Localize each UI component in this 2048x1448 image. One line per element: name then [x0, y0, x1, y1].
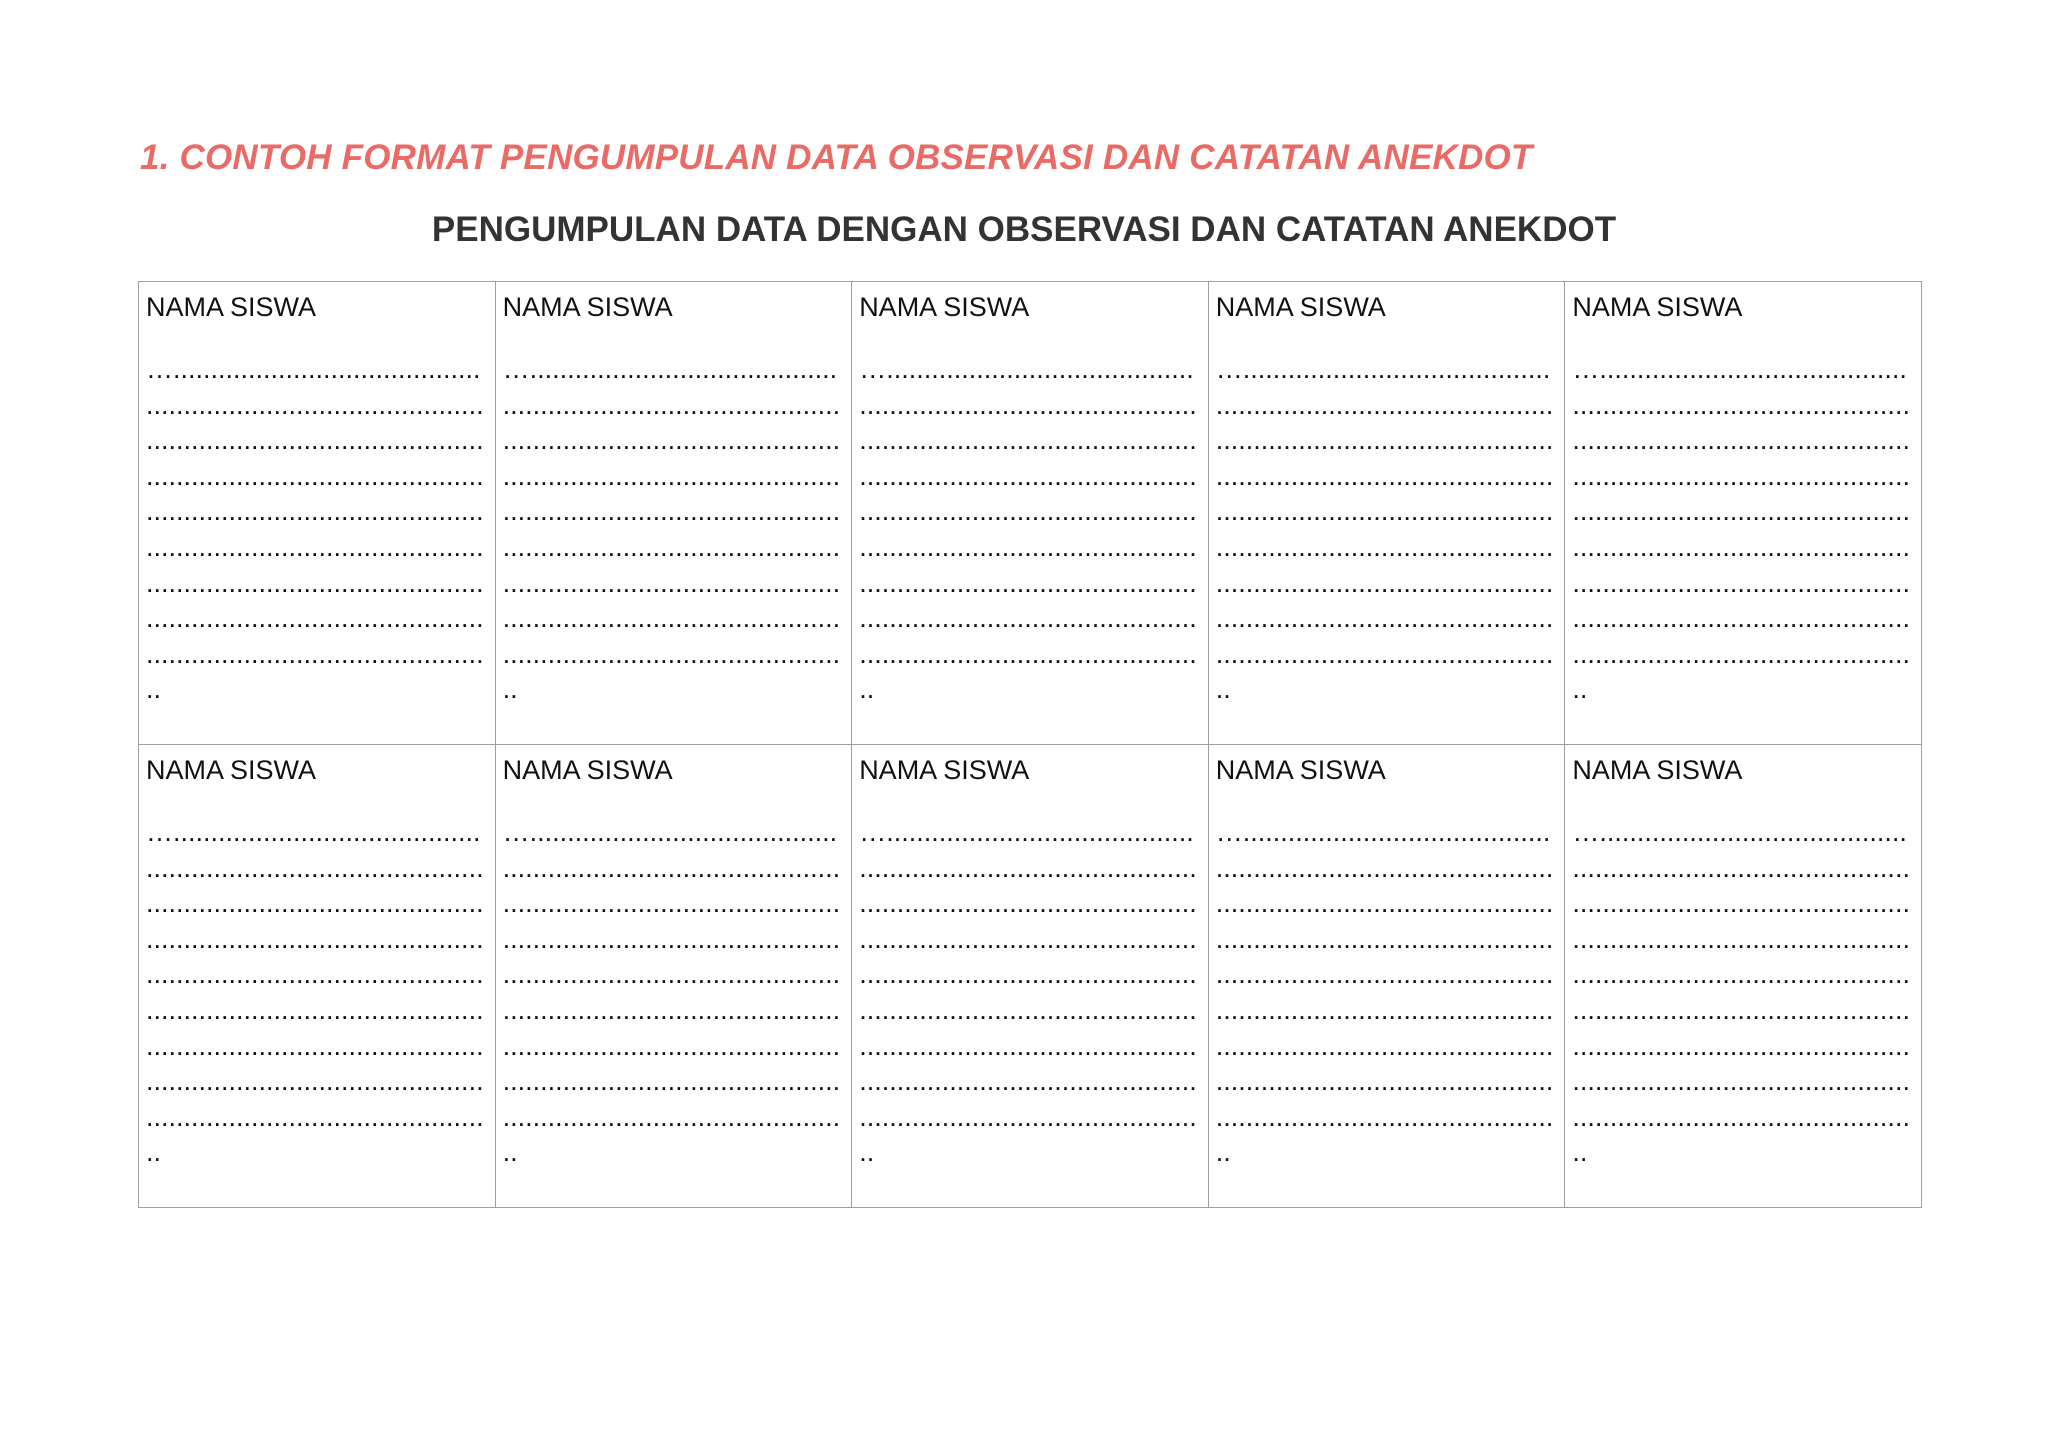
dotted-line: ............................................. — [1215, 567, 1554, 598]
dotted-line: ............................................. — [502, 1101, 841, 1132]
dotted-line: ............................................. — [1572, 1030, 1910, 1061]
dotted-line: ............................................. — [1215, 1066, 1554, 1097]
dotted-writing-lines — [1572, 352, 1913, 708]
dotted-writing-lines — [1572, 815, 1913, 1171]
dotted-line: ............................................. — [859, 959, 1197, 990]
dotted-line: …......................................... — [1572, 354, 1907, 384]
student-cell — [1208, 282, 1565, 745]
dotted-line: ............................................. — [1572, 959, 1910, 990]
dotted-line: .. — [1572, 674, 1588, 705]
dotted-writing-lines — [146, 352, 487, 708]
dotted-line: .. — [502, 674, 518, 705]
dotted-line: …......................................... — [146, 354, 481, 384]
table-row — [139, 745, 1922, 1208]
table-row — [139, 282, 1922, 745]
student-cell — [1208, 745, 1565, 1208]
dotted-line: ............................................. — [1215, 852, 1554, 883]
dotted-line: ............................................. — [502, 923, 841, 954]
dotted-line: ............................................. — [146, 496, 484, 527]
dotted-line: …......................................... — [146, 817, 481, 847]
student-cell — [852, 282, 1209, 745]
dotted-line: .. — [859, 1137, 875, 1168]
dotted-line: ............................................. — [1215, 1101, 1554, 1132]
dotted-line: …......................................... — [859, 817, 1194, 847]
dotted-line: ............................................. — [859, 460, 1197, 491]
dotted-line: ............................................. — [1215, 531, 1554, 562]
dotted-line: .. — [146, 1137, 162, 1168]
student-name-label: NAMA SISWA — [1215, 292, 1386, 322]
dotted-line: ............................................. — [1215, 638, 1554, 669]
dotted-line: …......................................... — [1215, 354, 1551, 384]
dotted-line: ............................................. — [1572, 638, 1910, 669]
dotted-line: ............................................. — [1215, 496, 1554, 527]
dotted-writing-lines — [146, 815, 487, 1171]
dotted-line: …......................................... — [859, 354, 1194, 384]
dotted-writing-lines — [503, 352, 844, 708]
dotted-line: ............................................. — [146, 567, 484, 598]
dotted-line: ............................................. — [146, 923, 484, 954]
dotted-line: ............................................. — [859, 888, 1197, 919]
dotted-line: ............................................. — [859, 994, 1197, 1025]
dotted-line: ............................................. — [502, 1066, 841, 1097]
dotted-line: ............................................. — [502, 638, 841, 669]
dotted-line: ............................................. — [502, 531, 841, 562]
dotted-line: ............................................. — [146, 389, 484, 420]
student-cell — [139, 745, 496, 1208]
student-cell — [495, 282, 852, 745]
dotted-line: ............................................. — [1215, 425, 1554, 456]
dotted-line: ............................................. — [1572, 1066, 1910, 1097]
student-cell — [1565, 745, 1922, 1208]
observation-table — [138, 281, 1922, 1208]
dotted-line: ............................................. — [502, 389, 841, 420]
dotted-line: ............................................. — [1572, 994, 1910, 1025]
student-name-label: NAMA SISWA — [859, 292, 1030, 322]
dotted-line: ............................................. — [502, 852, 841, 883]
student-cell — [495, 745, 852, 1208]
student-cell — [139, 282, 496, 745]
dotted-line: ............................................. — [502, 567, 841, 598]
dotted-line: …......................................... — [1572, 817, 1907, 847]
dotted-line: .. — [146, 674, 162, 705]
dotted-line: ............................................. — [1215, 1030, 1554, 1061]
dotted-line: ............................................. — [146, 1030, 484, 1061]
dotted-line: ............................................. — [859, 389, 1197, 420]
dotted-line: ............................................. — [146, 959, 484, 990]
dotted-line: ............................................. — [1215, 888, 1554, 919]
dotted-line: .. — [859, 674, 875, 705]
dotted-line: ............................................. — [502, 496, 841, 527]
dotted-writing-lines — [1216, 352, 1557, 708]
dotted-line: ............................................. — [502, 994, 841, 1025]
dotted-line: ............................................. — [859, 567, 1197, 598]
student-name-label: NAMA SISWA — [1572, 755, 1743, 785]
observation-table-body — [139, 282, 1922, 1208]
dotted-line: …......................................... — [1215, 817, 1551, 847]
dotted-line: ............................................. — [1215, 389, 1554, 420]
dotted-line: ............................................. — [146, 852, 484, 883]
document-title: PENGUMPULAN DATA DENGAN OBSERVASI DAN CATATAN ANEKDOT — [431, 210, 1617, 249]
dotted-line: ............................................. — [1572, 567, 1910, 598]
student-name-label: NAMA SISWA — [502, 292, 673, 322]
dotted-line: .. — [1215, 1137, 1231, 1168]
dotted-line: ............................................. — [1572, 603, 1910, 634]
dotted-line: ............................................. — [859, 425, 1197, 456]
dotted-line: ............................................. — [146, 603, 484, 634]
dotted-line: ............................................. — [146, 1101, 484, 1132]
student-cell — [852, 745, 1209, 1208]
student-name-label: NAMA SISWA — [146, 755, 317, 785]
dotted-line: ............................................. — [859, 603, 1197, 634]
dotted-line: …......................................... — [502, 354, 838, 384]
dotted-line: ............................................. — [146, 638, 484, 669]
dotted-line: .. — [502, 1137, 518, 1168]
dotted-writing-lines — [859, 352, 1200, 708]
dotted-line: ............................................. — [146, 531, 484, 562]
dotted-line: ............................................. — [502, 425, 841, 456]
dotted-line: .. — [1572, 1137, 1588, 1168]
dotted-line: ............................................. — [146, 888, 484, 919]
dotted-line: ............................................. — [502, 1030, 841, 1061]
dotted-line: ............................................. — [859, 852, 1197, 883]
dotted-line: ............................................. — [1572, 531, 1910, 562]
dotted-line: ............................................. — [146, 460, 484, 491]
student-name-label: NAMA SISWA — [1572, 292, 1743, 322]
dotted-line: ............................................. — [502, 460, 841, 491]
dotted-line: ............................................. — [859, 496, 1197, 527]
dotted-line: ............................................. — [1215, 923, 1554, 954]
dotted-line: ............................................. — [1572, 460, 1910, 491]
dotted-line: .. — [1215, 674, 1231, 705]
section-heading: 1. CONTOH FORMAT PENGUMPULAN DATA OBSERVASI DAN CATATAN ANEKDOT — [140, 138, 1533, 177]
dotted-line: ............................................. — [1572, 852, 1910, 883]
student-name-label: NAMA SISWA — [859, 755, 1030, 785]
dotted-line: ............................................. — [859, 531, 1197, 562]
dotted-line: ............................................. — [1572, 923, 1910, 954]
dotted-line: ............................................. — [1572, 888, 1910, 919]
dotted-line: ............................................. — [1215, 460, 1554, 491]
dotted-line: ............................................. — [1215, 603, 1554, 634]
dotted-line: ............................................. — [146, 994, 484, 1025]
dotted-line: ............................................. — [146, 1066, 484, 1097]
dotted-line: ............................................. — [1572, 389, 1910, 420]
dotted-line: ............................................. — [859, 923, 1197, 954]
dotted-line: ............................................. — [859, 1101, 1197, 1132]
student-name-label: NAMA SISWA — [1215, 755, 1386, 785]
dotted-line: …......................................... — [502, 817, 838, 847]
dotted-line: ............................................. — [1215, 994, 1554, 1025]
dotted-line: ............................................. — [859, 1030, 1197, 1061]
student-name-label: NAMA SISWA — [146, 292, 317, 322]
dotted-line: ............................................. — [1215, 959, 1554, 990]
dotted-line: ............................................. — [1572, 496, 1910, 527]
student-cell — [1565, 282, 1922, 745]
dotted-line: ............................................. — [859, 638, 1197, 669]
dotted-writing-lines — [503, 815, 844, 1171]
student-name-label: NAMA SISWA — [502, 755, 673, 785]
dotted-line: ............................................. — [502, 959, 841, 990]
dotted-line: ............................................. — [1572, 1101, 1910, 1132]
dotted-line: ............................................. — [502, 603, 841, 634]
dotted-writing-lines — [859, 815, 1200, 1171]
dotted-line: ............................................. — [859, 1066, 1197, 1097]
dotted-line: ............................................. — [146, 425, 484, 456]
dotted-writing-lines — [1216, 815, 1557, 1171]
dotted-line: ............................................. — [502, 888, 841, 919]
dotted-line: ............................................. — [1572, 425, 1910, 456]
